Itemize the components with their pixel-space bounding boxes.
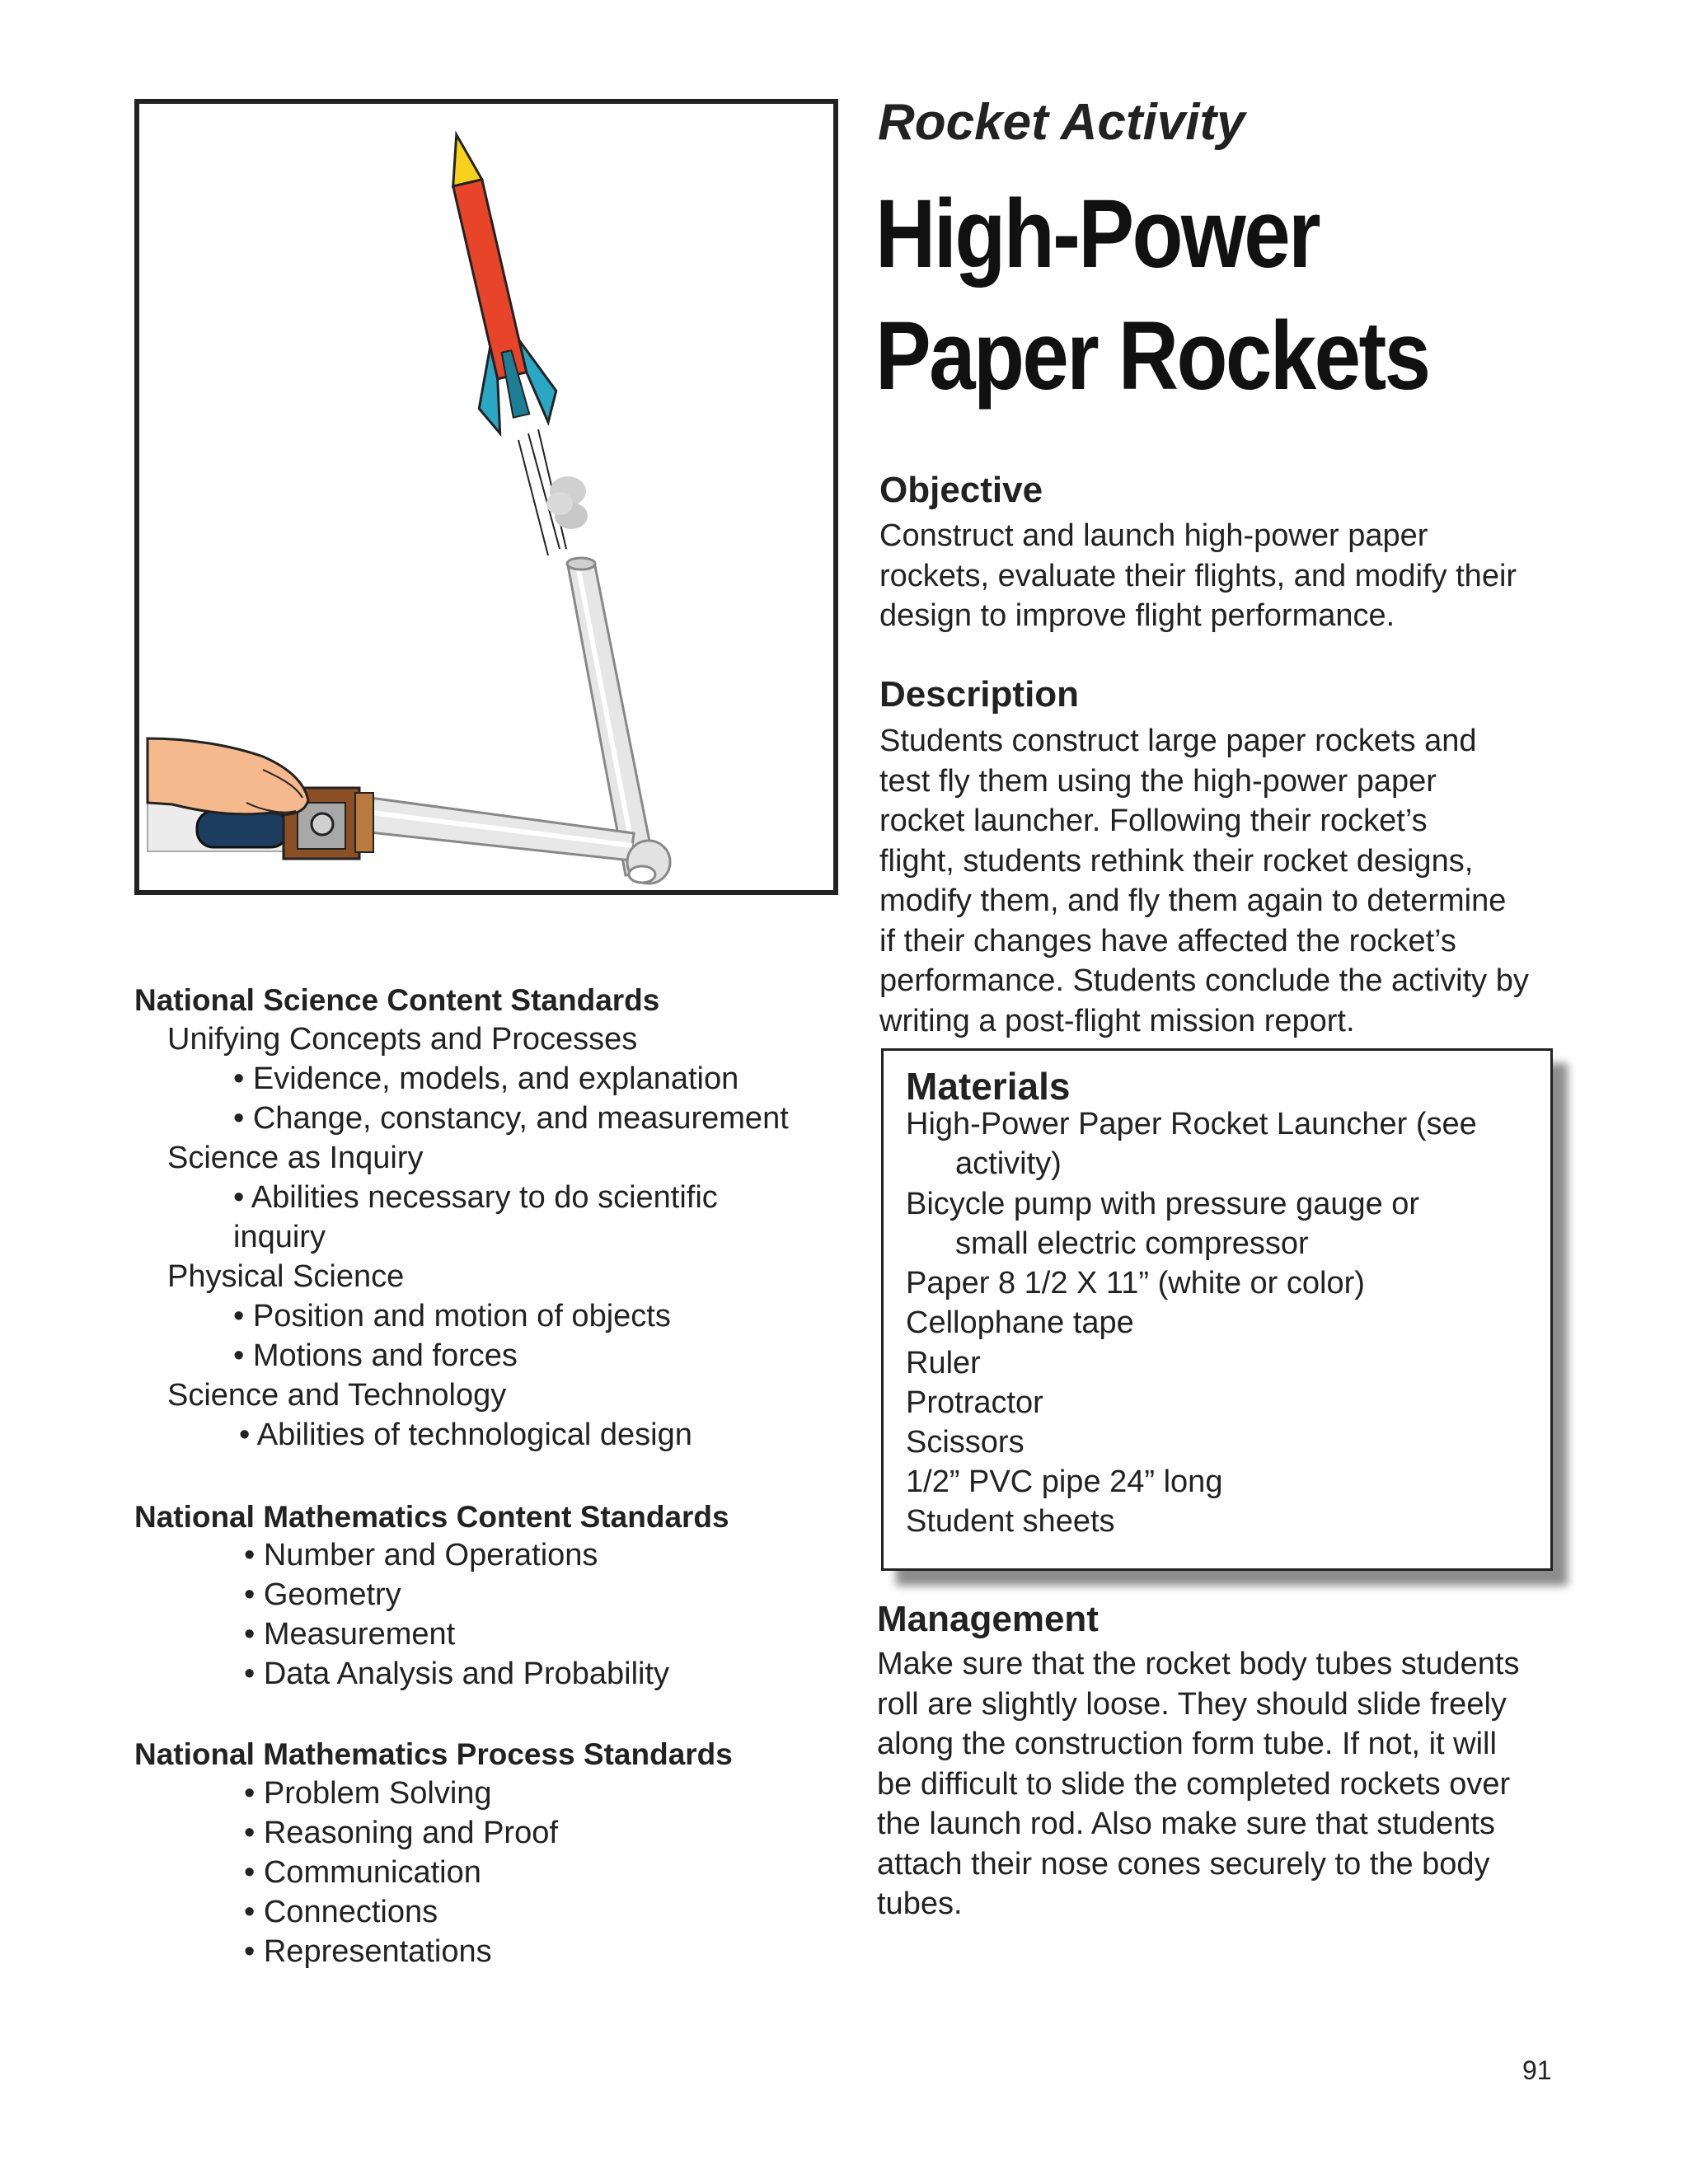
standard-item: • Position and motion of objects	[233, 1299, 671, 1333]
material-item: Bicycle pump with pressure gauge or	[906, 1187, 1420, 1221]
management-line: Make sure that the rocket body tubes students	[877, 1647, 1520, 1681]
standard-category: Unifying Concepts and Processes	[167, 1022, 638, 1057]
standard-category: Physical Science	[167, 1259, 405, 1294]
standard-item: • Problem Solving	[244, 1776, 492, 1811]
management-line: the launch rod. Also make sure that students	[877, 1807, 1495, 1841]
material-item: Paper 8 1/2 X 11” (white or color)	[906, 1266, 1365, 1301]
management-heading: Management	[877, 1599, 1099, 1639]
description-line: modify them, and fly them again to determine	[879, 883, 1507, 918]
standard-item: • Evidence, models, and explanation	[233, 1062, 739, 1096]
objective-line: Construct and launch high-power paper	[879, 518, 1428, 553]
page-title	[875, 173, 1429, 417]
description-line: flight, students rethink their rocket designs,	[879, 843, 1474, 879]
standard-item: • Data Analysis and Probability	[244, 1657, 670, 1691]
standard-category: Science and Technology	[167, 1378, 507, 1413]
hand	[148, 738, 308, 814]
management-line: roll are slightly loose. They should slide freely	[877, 1686, 1507, 1722]
objective-heading: Objective	[879, 470, 1043, 510]
management-line: attach their nose cones securely to the body	[877, 1846, 1490, 1882]
rocket-launch-illustration	[134, 99, 838, 895]
material-item: Student sheets	[906, 1504, 1115, 1539]
objective-text	[879, 516, 1517, 636]
description-line: test fly them using the high-power paper	[879, 763, 1437, 799]
description-line: writing a post-flight mission report.	[879, 1003, 1355, 1038]
management-line: be difficult to slide the completed rockets over	[877, 1766, 1511, 1802]
management-text	[877, 1644, 1519, 1924]
description-line: performance. Students conclude the activity by	[879, 963, 1529, 998]
material-item: Ruler	[906, 1346, 981, 1380]
description-text	[879, 721, 1529, 1041]
science-standards-heading: National Science Content Standards	[134, 983, 660, 1017]
materials-heading: Materials	[906, 1065, 1071, 1108]
standard-item: • Representations	[244, 1934, 492, 1969]
standard-item: • Abilities necessary to do scientific	[233, 1180, 718, 1215]
management-line: along the construction form tube. If not, it will	[877, 1727, 1497, 1761]
material-item: 1/2” PVC pipe 24” long	[906, 1465, 1223, 1499]
objective-line: rockets, evaluate their flights, and modify their	[879, 558, 1517, 593]
page-number: 91	[1522, 2055, 1552, 2085]
description-heading: Description	[879, 674, 1080, 715]
standard-item: • Abilities of technological design	[239, 1418, 692, 1452]
material-item: Protractor	[906, 1385, 1043, 1420]
title-line-2: Paper Rockets	[875, 302, 1429, 410]
math-process-standards-heading: National Mathematics Process Standards	[134, 1737, 733, 1771]
standard-item: • Motions and forces	[233, 1338, 518, 1373]
standard-item: • Communication	[244, 1855, 481, 1890]
activity-kicker: Rocket Activity	[878, 94, 1245, 151]
standard-item: • Change, constancy, and measurement	[233, 1101, 789, 1136]
standard-item: • Reasoning and Proof	[244, 1816, 558, 1850]
material-item: High-Power Paper Rocket Launcher (see	[906, 1107, 1477, 1141]
standard-item: • Connections	[244, 1895, 438, 1929]
description-line: Students construct large paper rockets and	[879, 724, 1477, 758]
standard-item-continued: inquiry	[233, 1220, 326, 1254]
standard-category: Science as Inquiry	[167, 1141, 424, 1175]
exhaust	[518, 429, 588, 555]
description-line: if their changes have affected the rocket’s	[879, 923, 1456, 958]
materials-box	[881, 1048, 1553, 1571]
material-item-continued: small electric compressor	[955, 1226, 1309, 1261]
material-item: Cellophane tape	[906, 1305, 1134, 1340]
standard-item: • Number and Operations	[244, 1538, 598, 1572]
standard-item: • Measurement	[244, 1617, 456, 1652]
material-item: Scissors	[906, 1425, 1025, 1460]
material-item-continued: activity)	[955, 1146, 1062, 1181]
paper-rocket	[418, 126, 563, 437]
description-line: rocket launcher. Following their rocket’s	[879, 804, 1428, 838]
standard-item: • Geometry	[244, 1577, 401, 1612]
objective-line: design to improve flight performance.	[879, 598, 1395, 633]
math-content-standards-heading: National Mathematics Content Standards	[134, 1500, 729, 1534]
management-line: tubes.	[877, 1886, 963, 1921]
title-line-1: High-Power	[875, 180, 1319, 288]
